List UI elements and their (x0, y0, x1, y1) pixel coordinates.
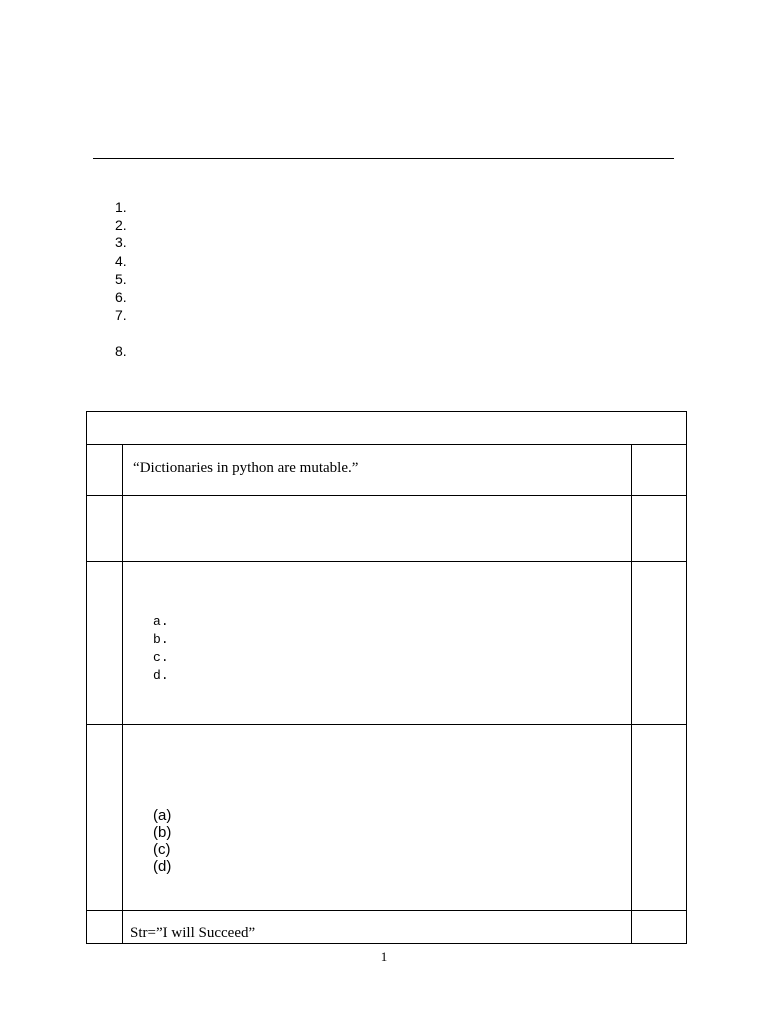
question-text-cell (123, 496, 632, 562)
question-row (87, 562, 687, 725)
section-header-cell (87, 412, 687, 445)
option-label: c. (153, 650, 169, 665)
question-number-cell (87, 911, 123, 944)
instruction-number: 1. (115, 199, 127, 215)
instruction-number: 8. (115, 343, 127, 359)
marks-cell (631, 445, 686, 496)
question-row (87, 445, 687, 496)
header-rule (93, 158, 674, 159)
marks-cell (631, 725, 686, 911)
option-label: a. (153, 614, 169, 629)
question-text: “Dictionaries in python are mutable.” (133, 460, 359, 476)
marks-cell (631, 562, 686, 725)
question-text-cell (123, 911, 632, 944)
question-number-cell (87, 445, 123, 496)
marks-cell (631, 911, 686, 944)
instruction-number: 6. (115, 289, 127, 305)
option-label: b. (153, 632, 169, 647)
option-label: (d) (153, 858, 172, 875)
instruction-number: 3. (115, 234, 127, 250)
section-header-row (87, 412, 687, 445)
option-label: (b) (153, 824, 172, 841)
marks-cell (631, 496, 686, 562)
question-row (87, 725, 687, 911)
instruction-number: 2. (115, 217, 127, 233)
instruction-number: 4. (115, 253, 127, 269)
option-label: d. (153, 668, 169, 683)
question-row (87, 911, 687, 944)
question-row (87, 496, 687, 562)
question-text-cell (123, 445, 632, 496)
option-label: (c) (153, 841, 171, 858)
option-label: (a) (153, 807, 172, 824)
page-number: 1 (380, 949, 388, 964)
question-table (86, 411, 687, 944)
instruction-number: 7. (115, 307, 127, 323)
instruction-number: 5. (115, 271, 127, 287)
question-number-cell (87, 562, 123, 725)
question-text-cell (123, 725, 632, 911)
question-text-cell (123, 562, 632, 725)
question-number-cell (87, 725, 123, 911)
question-text: Str=”I will Succeed” (130, 925, 256, 941)
question-number-cell (87, 496, 123, 562)
